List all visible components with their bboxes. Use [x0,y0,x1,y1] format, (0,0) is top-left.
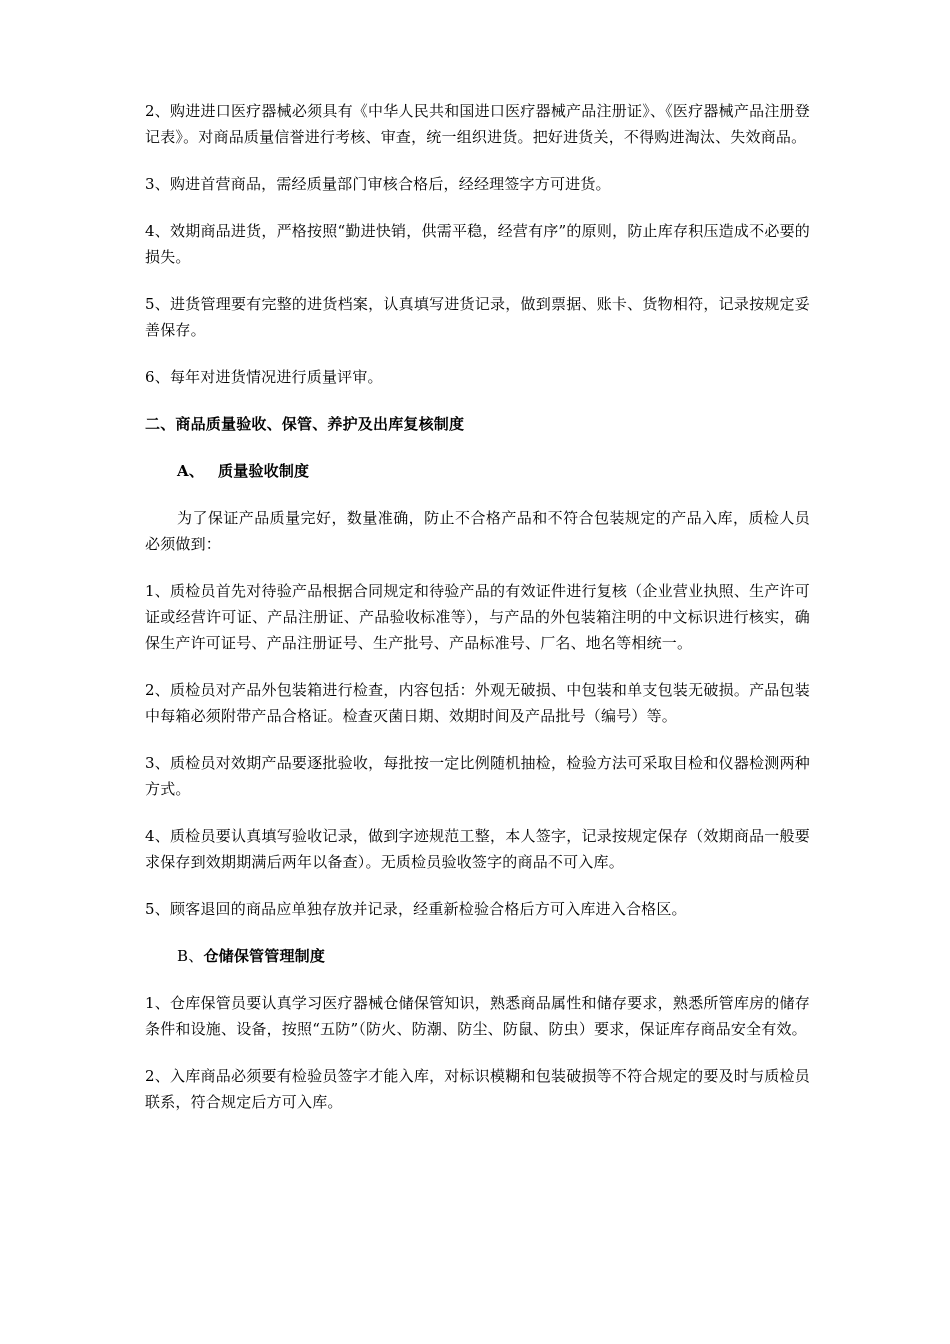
storage-rule-1: 1、仓库保管员要认真学习医疗器械仓储保管知识，熟悉商品属性和储存要求，熟悉所管库房的储存条件和设施、设备，按照“五防”（防火、防潮、防尘、防鼠、防虫）要求，保证库存商品安全有效。 [145,994,810,1038]
part-b-label: B、 [177,947,204,965]
part-a-title: 质量验收制度 [218,462,310,480]
purchase-rule-6: 6、每年对进货情况进行质量评审。 [145,368,383,386]
purchase-rule-3: 3、购进首营商品，需经质量部门审核合格后，经经理签字方可进货。 [145,175,611,193]
section-2-heading: 二、商品质量验收、保管、养护及出库复核制度 [145,415,465,433]
part-b-heading [145,943,810,969]
storage-rule-2: 2、入库商品必须要有检验员签字才能入库，对标识模糊和包装破损等不符合规定的要及时与质检员联系，符合规定后方可入库。 [145,1067,810,1111]
inspection-rule-5: 5、顾客退回的商品应单独存放并记录，经重新检验合格后方可入库进入合格区。 [145,900,687,918]
inspection-rule-4: 4、质检员要认真填写验收记录，做到字迹规范工整，本人签字，记录按规定保存（效期商品一般要求保存到效期期满后两年以备查）。无质检员验收签字的商品不可入库。 [145,827,810,871]
document-page [145,98,810,1115]
purchase-rule-2: 2、购进进口医疗器械必须具有《中华人民共和国进口医疗器械产品注册证》、《医疗器械产品注册登记表》。对商品质量信誉进行考核、审查，统一组织进货。把好进货关，不得购进淘汰、失效商品。 [145,102,810,146]
inspection-rule-2: 2、质检员对产品外包装箱进行检查，内容包括：外观无破损、中包装和单支包装无破损。产品包装中每箱必须附带产品合格证。检查灭菌日期、效期时间及产品批号（编号）等。 [145,681,810,725]
purchase-rule-4: 4、效期商品进货，严格按照“勤进快销，供需平稳，经营有序”的原则，防止库存积压造成不必要的损失。 [145,222,810,266]
inspection-intro: 为了保证产品质量完好，数量准确，防止不合格产品和不符合包装规定的产品入库，质检人员必须做到： [145,509,810,553]
purchase-rule-5: 5、进货管理要有完整的进货档案，认真填写进货记录，做到票据、账卡、货物相符，记录按规定妥善保存。 [145,295,810,339]
inspection-rule-3: 3、质检员对效期产品要逐批验收，每批按一定比例随机抽检，检验方法可采取目检和仪器检测两种方式。 [145,754,810,798]
inspection-rule-1: 1、质检员首先对待验产品根据合同规定和待验产品的有效证件进行复核（企业营业执照、生产许可证或经营许可证、产品注册证、产品验收标准等），与产品的外包装箱注明的中文标识进行核实，确保生产许可证号、产品注册证号、生产批号、产品标准号、厂名、地名等相统一。 [145,582,810,652]
part-a-label: A、 [177,462,205,480]
part-a-heading [145,458,810,484]
part-b-title: 仓储保管管理制度 [203,947,326,965]
